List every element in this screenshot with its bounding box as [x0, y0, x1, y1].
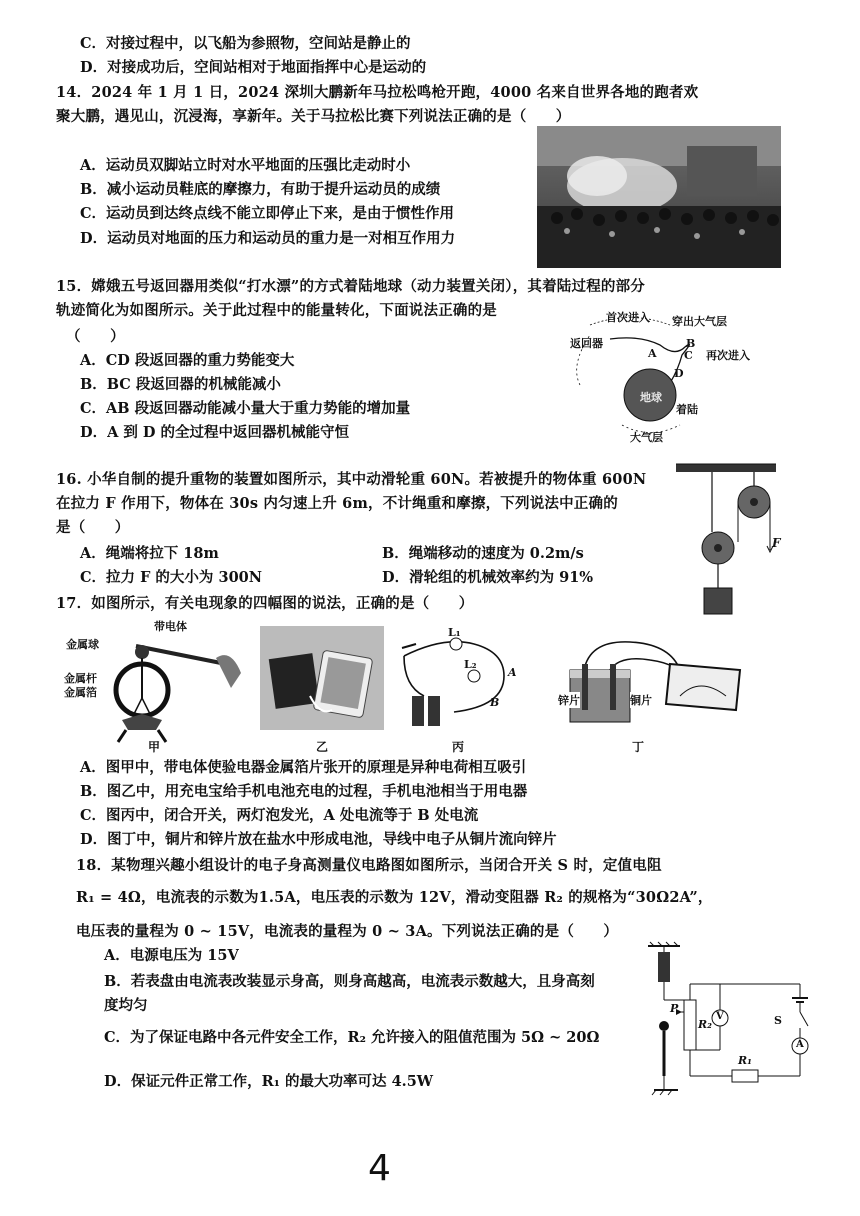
q15-option-c: C．AB 段返回器动能减小量大于重力势能的增加量 — [80, 400, 411, 417]
label-atmosphere: 大气层 — [630, 431, 663, 444]
force-label-f: F — [772, 536, 781, 550]
q15-stem-line2: 轨迹简化为如图所示。关于此过程中的能量转化，下面说法正确的是 — [56, 302, 497, 319]
q16-option-c: C．拉力 F 的大小为 300N — [80, 569, 262, 586]
q16-stem-line3: 是（ ） — [56, 519, 130, 536]
marathon-photo — [537, 126, 781, 268]
q15-option-a: A．CD 段返回器的重力势能变大 — [80, 352, 295, 369]
label-switch-s: S — [774, 1014, 782, 1027]
caption-bing: 丙 — [452, 740, 465, 754]
power-bank-photo — [260, 626, 384, 730]
q14-option-a: A．运动员双脚站立时对水平地面的压强比走动时小 — [80, 157, 411, 174]
label-r1: R₁ — [738, 1054, 752, 1067]
q14-option-b: B．减小运动员鞋底的摩擦力，有助于提升运动员的成绩 — [80, 181, 441, 198]
label-metal-ball: 金属球 — [66, 638, 99, 651]
label-zinc: 锌片 — [558, 694, 580, 707]
point-c: C — [684, 349, 693, 362]
point-d: D — [674, 367, 684, 380]
label-metal-foil: 金属箔 — [64, 686, 97, 699]
q18-option-a: A．电源电压为 15V — [104, 947, 239, 964]
label-point-a: A — [508, 666, 517, 679]
q16-option-b: B．绳端移动的速度为 0.2m/s — [382, 545, 584, 562]
label-landing: 着陆 — [676, 403, 698, 416]
pulley-system-diagram — [672, 462, 782, 622]
q14-stem-line2: 聚大鹏，遇见山，沉浸海，享新年。关于马拉松比赛下列说法正确的是（ ） — [56, 108, 571, 125]
q13-option-d: D．对接成功后，空间站相对于地面指挥中心是运动的 — [80, 59, 427, 76]
q17-option-b: B．图乙中，用充电宝给手机电池充电的过程，手机电池相当于用电器 — [80, 783, 528, 800]
label-r2: R₂ — [698, 1018, 712, 1031]
label-charged-body: 带电体 — [154, 620, 187, 633]
label-exit-atmosphere: 穿出大气层 — [672, 315, 727, 328]
q13-option-c: C．对接过程中，以飞船为参照物，空间站是静止的 — [80, 35, 411, 52]
label-l2: L₂ — [464, 658, 477, 671]
q14-option-d: D．运动员对地面的压力和运动员的重力是一对相互作用力 — [80, 230, 456, 247]
label-metal-rod: 金属杆 — [64, 672, 97, 685]
q17-stem: 17．如图所示，有关电现象的四幅图的说法，正确的是（ ） — [56, 595, 474, 612]
saltwater-battery-figure — [560, 630, 750, 730]
label-first-entry: 首次进入 — [606, 311, 650, 324]
q15-option-b: B．BC 段返回器的机械能减小 — [80, 376, 281, 393]
q15-option-d: D．A 到 D 的全过程中返回器机械能守恒 — [80, 424, 350, 441]
q15-stem-line3: （ ） — [66, 328, 125, 345]
label-l1: L₁ — [448, 626, 461, 639]
q18-option-b-line2: 度均匀 — [104, 997, 148, 1014]
label-slider-p: P — [670, 1002, 679, 1015]
point-a: A — [648, 347, 657, 360]
q18-option-c: C．为了保证电路中各元件安全工作，R₂ 允许接入的阻值范围为 5Ω ~ 20Ω — [104, 1029, 600, 1046]
q17-option-a: A．图甲中，带电体使验电器金属箔片张开的原理是异种电荷相互吸引 — [80, 759, 527, 776]
reentry-trajectory-diagram — [570, 305, 770, 445]
page-number: 4 — [368, 1148, 391, 1189]
q17-option-d: D．图丁中，铜片和锌片放在盐水中形成电池，导线中电子从铜片流向锌片 — [80, 831, 557, 848]
label-copper: 铜片 — [630, 694, 652, 707]
electroscope-figure — [56, 618, 250, 748]
label-capsule: 返回器 — [570, 337, 603, 350]
q16-stem-line1: 16. 小华自制的提升重物的装置如图所示，其中动滑轮重 60N。若被提升的物体重 600N — [56, 471, 647, 488]
q14-option-c: C．运动员到达终点线不能立即停止下来，是由于惯性作用 — [80, 205, 455, 222]
q15-stem-line1: 15．嫦娥五号返回器用类似“打水漂”的方式着陆地球（动力装置关闭），其着陆过程的部分 — [56, 278, 646, 295]
q18-option-b-line1: B．若表盘由电流表改装显示身高，则身高越高，电流表示数越大，且身高刻 — [104, 973, 595, 990]
label-second-entry: 再次进入 — [706, 349, 750, 362]
voltmeter-symbol: V — [716, 1011, 724, 1022]
q16-option-d: D．滑轮组的机械效率约为 91% — [382, 569, 594, 586]
caption-yi: 乙 — [316, 740, 329, 754]
height-meter-circuit-diagram — [640, 940, 820, 1100]
q14-stem-line1: 14．2024 年 1 月 1 日，2024 深圳大鹏新年马拉松鸣枪开跑，4000 名来自世界各地的跑者欢 — [56, 84, 699, 101]
q18-option-d: D．保证元件正常工作，R₁ 的最大功率可达 4.5W — [104, 1073, 434, 1090]
q18-stem-line2: R₁ = 4Ω，电流表的示数为1.5A，电压表的示数为 12V，滑动变阻器 R₂ 的规格为“30Ω2A”， — [76, 889, 713, 906]
label-earth: 地球 — [640, 391, 662, 404]
caption-jia: 甲 — [148, 740, 161, 754]
two-lamp-circuit-figure — [394, 626, 524, 734]
label-point-b: B — [490, 696, 500, 709]
point-b: B — [686, 337, 696, 350]
q17-option-c: C．图丙中，闭合开关，两灯泡发光，A 处电流等于 B 处电流 — [80, 807, 479, 824]
caption-ding: 丁 — [632, 740, 645, 754]
ammeter-symbol: A — [796, 1039, 804, 1050]
q16-stem-line2: 在拉力 F 作用下，物体在 30s 内匀速上升 6m，不计绳重和摩擦，下列说法中正确的 — [56, 495, 618, 512]
q18-stem-line3: 电压表的量程为 0 ~ 15V，电流表的量程为 0 ~ 3A。下列说法正确的是（ ） — [76, 923, 619, 940]
q18-stem-line1: 18．某物理兴趣小组设计的电子身高测量仪电路图如图所示，当闭合开关 S 时，定值电阻 — [76, 857, 662, 874]
q16-option-a: A．绳端将拉下 18m — [80, 545, 219, 562]
